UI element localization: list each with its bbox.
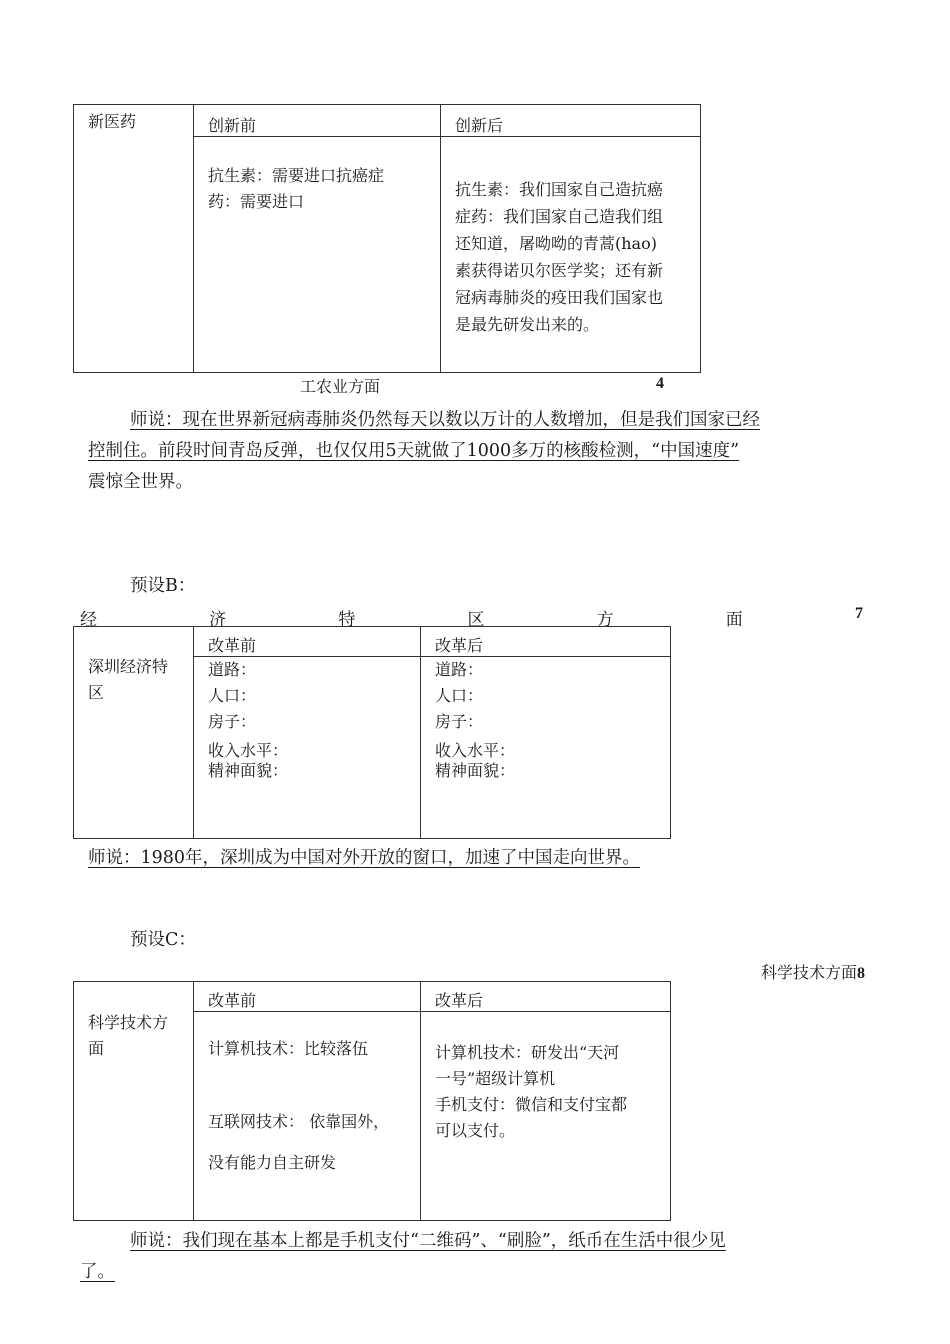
- preset-b-heading-number: 7: [854, 605, 863, 622]
- tech-after-line: 一号”超级计算机: [435, 1069, 556, 1088]
- shenzhen-col-after-label: 改革后: [435, 636, 484, 655]
- medicine-after-line: 是最先研发出来的。: [455, 315, 600, 334]
- tech-col-before: [194, 982, 421, 1012]
- medicine-before-line: 药：需要进口: [208, 192, 305, 211]
- preset-c-heading-text: 科学技术方面: [760, 963, 857, 982]
- tech-before-cell: [194, 1012, 421, 1221]
- preset-b-heading-char: 特: [338, 610, 356, 630]
- medicine-caption: 工农业方面: [300, 377, 381, 396]
- shenzhen-col-before-label: 改革前: [208, 636, 257, 655]
- tech-after-line: 计算机技术：研发出“天河: [435, 1043, 620, 1062]
- medicine-col-before-label: 创新前: [208, 116, 257, 135]
- shenzhen-after-cell: [421, 657, 671, 839]
- tech-row-label-cell: [74, 982, 194, 1221]
- tech-row-label: 科学技术方: [88, 1013, 169, 1032]
- shenzhen-row-label: 深圳经济特: [88, 657, 169, 676]
- shenzhen-col-before: [194, 627, 421, 657]
- medicine-row-label-cell: [74, 105, 194, 373]
- shenzhen-after-item: 精神面貌：: [435, 761, 516, 780]
- remark-3: [80, 1226, 868, 1288]
- tech-before-line: 互联网技术： 依靠国外，: [208, 1112, 390, 1131]
- tech-col-after-label: 改革后: [435, 991, 484, 1010]
- medicine-before-line: 抗生素：需要进口抗癌症: [208, 166, 385, 185]
- shenzhen-before-item: 人口：: [208, 686, 257, 705]
- medicine-after-line: 还知道，屠呦呦的青蒿(hao): [455, 234, 657, 253]
- shenzhen-before-item: 房子：: [208, 712, 257, 731]
- preset-b-heading-char: 经: [80, 610, 97, 630]
- remark-2: [88, 843, 868, 874]
- tech-col-after: [421, 982, 671, 1012]
- medicine-after-line: 抗生素：我们国家自己造抗癌: [455, 180, 664, 199]
- tech-after-line: 手机支付：微信和支付宝都: [435, 1095, 628, 1114]
- preset-c-label: 预设C：: [130, 930, 196, 950]
- preset-b-heading-char: 济: [209, 610, 227, 630]
- shenzhen-row-label-cell: [74, 627, 194, 839]
- shenzhen-after-item: 房子：: [435, 712, 484, 731]
- shenzhen-before-cell: [194, 657, 421, 839]
- tech-after-line: 可以支付。: [435, 1121, 516, 1140]
- remark-1: [88, 405, 868, 498]
- remark-1-line: 控制住。前段时间青岛反弹，也仅仅用5天就做了1000多万的核酸检测，“中国速度”: [88, 441, 740, 461]
- shenzhen-before-item: 道路：: [208, 660, 257, 679]
- remark-2-line: 师说：1980年，深圳成为中国对外开放的窗口，加速了中国走向世界。: [88, 848, 641, 868]
- medicine-after-line: 素获得诺贝尔医学奖；还有新: [455, 261, 664, 280]
- preset-c-heading-number: 8: [857, 965, 865, 982]
- preset-c-heading: [761, 960, 865, 983]
- remark-3-line: 师说：我们现在基本上都是手机支付“二维码”、“刷脸”，纸币在生活中很少见: [130, 1231, 726, 1251]
- shenzhen-after-item: 道路：: [435, 660, 484, 679]
- remark-1-line: 震惊全世界。: [88, 472, 193, 492]
- medicine-col-after-label: 创新后: [455, 116, 504, 135]
- shenzhen-before-item: 收入水平：: [208, 741, 289, 760]
- tech-before-line: 没有能力自主研发: [208, 1153, 337, 1172]
- shenzhen-before-item: 精神面貌：: [208, 761, 289, 780]
- tech-col-before-label: 改革前: [208, 991, 257, 1010]
- tech-after-cell: [421, 1012, 671, 1221]
- preset-b-label: 预设B：: [130, 576, 196, 596]
- medicine-caption-number: 4: [656, 375, 664, 392]
- tech-table: [73, 981, 671, 1221]
- preset-b-heading-char: 区: [467, 610, 485, 630]
- medicine-after-line: 冠病毒肺炎的疫田我们国家也: [455, 288, 664, 307]
- shenzhen-table: [73, 626, 671, 839]
- preset-b-heading-char: 方: [596, 610, 614, 630]
- tech-row-label: 面: [88, 1039, 105, 1058]
- preset-b-heading-char: 面: [725, 610, 743, 630]
- medicine-col-before: [194, 105, 441, 137]
- medicine-before-cell: [194, 137, 441, 373]
- shenzhen-row-label: 区: [88, 683, 105, 702]
- medicine-after-line: 症药：我们国家自己造我们组: [455, 207, 664, 226]
- shenzhen-col-after: [421, 627, 671, 657]
- medicine-after-cell: [441, 137, 701, 373]
- medicine-col-after: [441, 105, 701, 137]
- shenzhen-after-item: 收入水平：: [435, 741, 516, 760]
- remark-1-line: 师说：现在世界新冠病毒肺炎仍然每天以数以万计的人数增加，但是我们国家已经: [130, 410, 760, 430]
- medicine-table: [73, 104, 701, 373]
- remark-3-line: 了。: [80, 1262, 115, 1282]
- shenzhen-after-item: 人口：: [435, 686, 484, 705]
- medicine-row-label: 新医药: [88, 112, 137, 131]
- tech-before-line: 计算机技术：比较落伍: [208, 1039, 369, 1058]
